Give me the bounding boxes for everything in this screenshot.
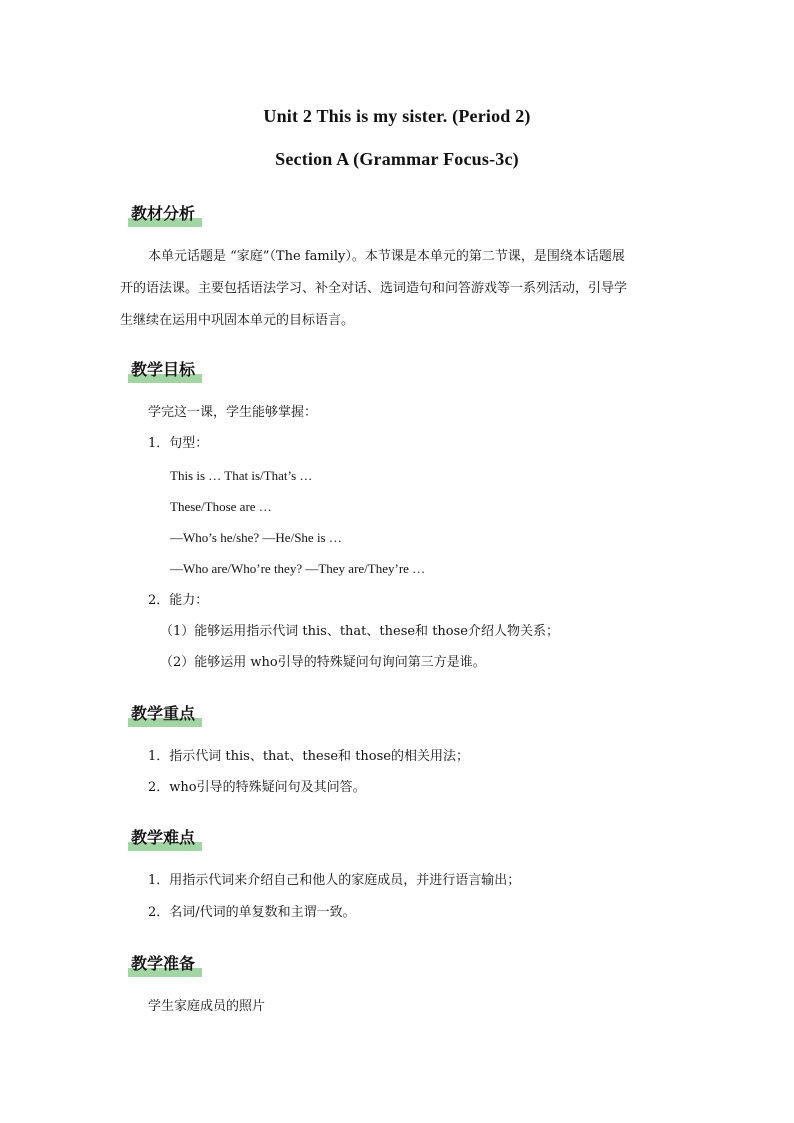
keypoint-2: 2．who引导的特殊疑问句及其问答。 xyxy=(148,780,366,795)
sentence-pattern-2: These/Those are … xyxy=(170,499,272,514)
section-heading-preparation xyxy=(128,953,198,977)
sentence-pattern-1: This is … That is/That’s … xyxy=(170,468,313,483)
analysis-line-3: 生继续在运用中巩固本单元的目标语言。 xyxy=(120,313,355,328)
objectives-item-2: 2．能力： xyxy=(148,593,209,608)
analysis-line-1: 本单元话题是 “家庭”（The family）。本节课是本单元的第二节课，是围绕本话题展 xyxy=(148,249,625,264)
section-heading-analysis xyxy=(128,203,198,227)
sentence-pattern-3: —Who’s he/she? —He/She is … xyxy=(170,530,342,545)
heading-text: 教学目标 xyxy=(131,360,196,379)
difficulty-2: 2．名词/代词的单复数和主谓一致。 xyxy=(148,905,356,920)
section-heading-objectives xyxy=(128,359,198,383)
heading-text: 教材分析 xyxy=(131,204,196,223)
analysis-line-2: 开的语法课。主要包括语法学习、补全对话、选词造句和问答游戏等一系列活动，引导学 xyxy=(120,281,628,296)
difficulty-1: 1．用指示代词来介绍自己和他人的家庭成员，并进行语言输出； xyxy=(148,873,521,888)
objectives-item-1: 1．句型： xyxy=(148,436,209,451)
preparation-text: 学生家庭成员的照片 xyxy=(148,999,266,1014)
keypoint-1: 1．指示代词 this、that、these和 those的相关用法； xyxy=(148,749,469,764)
ability-2: （2）能够运用 who引导的特殊疑问句询问第三方是谁。 xyxy=(160,655,486,670)
heading-text: 教学难点 xyxy=(131,828,196,847)
section-heading-keypoints xyxy=(128,703,198,727)
heading-text: 教学准备 xyxy=(131,954,196,973)
document-title: Unit 2 This is my sister. (Period 2) xyxy=(263,106,531,126)
document-subtitle: Section A (Grammar Focus-3c) xyxy=(275,149,519,169)
ability-1: （1）能够运用指示代词 this、that、these和 those介绍人物关系； xyxy=(160,624,559,639)
heading-text: 教学重点 xyxy=(131,704,196,723)
objectives-intro: 学完这一课，学生能够掌握： xyxy=(148,405,318,420)
section-heading-difficulties xyxy=(128,827,198,851)
sentence-pattern-4: —Who are/Who’re they? —They are/They’re … xyxy=(170,561,426,576)
